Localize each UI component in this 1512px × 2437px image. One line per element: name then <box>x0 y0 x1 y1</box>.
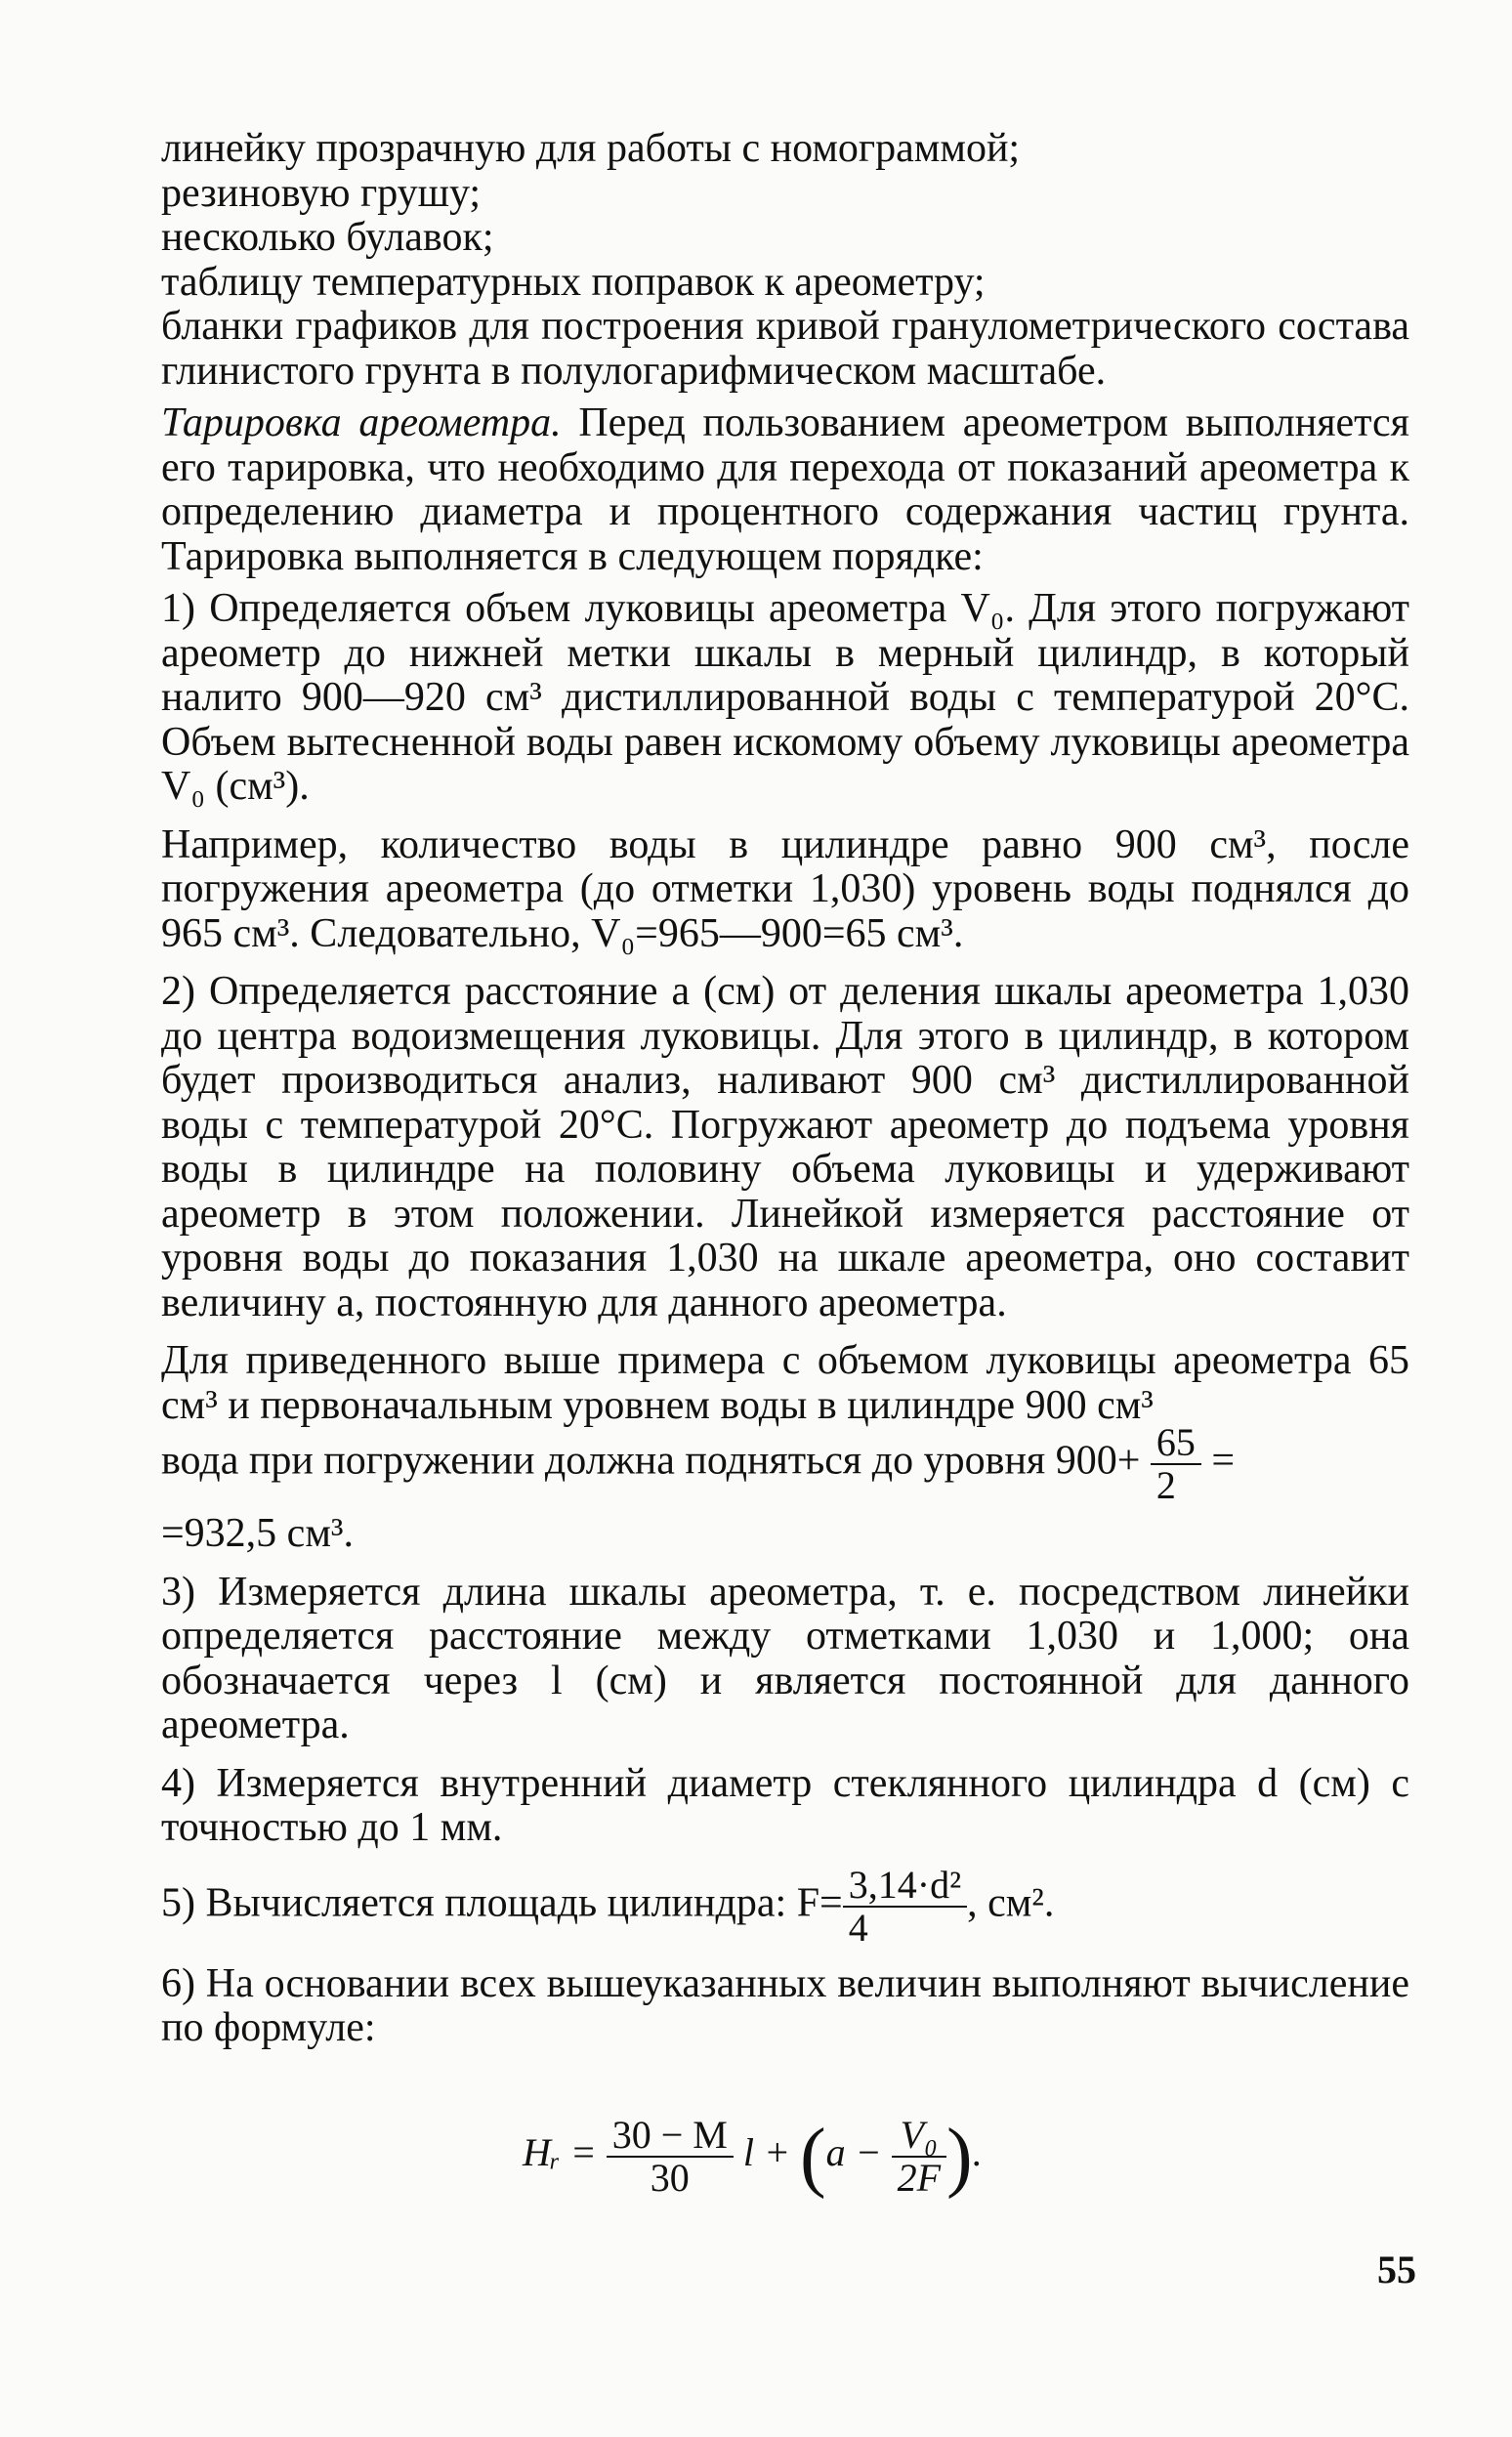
formula-close-paren: ) <box>946 2114 973 2200</box>
formula-open-paren: ( <box>799 2114 826 2200</box>
blanks-paragraph: бланки графиков для построения кривой гранулометрического состава глинистого грунта в полулогарифмическом масштабе. <box>161 304 1409 394</box>
step-3: 3) Измеряется длина шкалы ареометра, т. е. посредством линейки определяется расстояние между отметками 1,030 и 1,000; она обозначается через l (см) и является постоянной для данного ареометра. <box>161 1569 1409 1747</box>
fraction-denominator: 30 <box>650 2156 690 2200</box>
example-2: Для приведенного выше примера с объемом луковицы ареометра 65 см³ и первоначальным уровнем воды в цилиндре 900 см³ <box>161 1338 1409 1428</box>
formula-fraction-2 <box>892 2115 946 2199</box>
step-1: 1) Определяется объем луковицы ареометра V₀. Для этого погружают ареометр до нижней метки шкалы в мерный цилиндр, в который налито 900—920 см³ дистиллированной воды с температурой 20°С. Объем вытесненной воды равен искомому объему луковицы ареометра V₀ (см³). <box>161 586 1409 809</box>
equals-sign: = <box>1200 1438 1236 1484</box>
list-item: резиновую грушу; <box>161 170 482 216</box>
page-number: 55 <box>1377 2248 1416 2291</box>
area-fraction <box>843 1862 967 1950</box>
formula-fraction-1 <box>607 2115 734 2199</box>
fraction-numerator: 65 <box>1151 1422 1201 1465</box>
formula-lhs: Hᵣ = <box>523 2130 597 2175</box>
main-formula <box>523 2115 983 2199</box>
step-5-unit: , см². <box>967 1880 1055 1926</box>
list-item: несколько булавок; <box>161 215 494 260</box>
calibration-heading: Тарировка ареометра. <box>161 400 562 445</box>
formula-a: a − <box>825 2130 882 2175</box>
fraction-numerator: 3,14·d² <box>843 1865 967 1908</box>
example-2-result: =932,5 см³. <box>161 1511 354 1556</box>
text-column <box>161 127 1409 2051</box>
calibration-paragraph <box>161 401 1409 579</box>
formula-mid: l + <box>742 2130 790 2175</box>
example-2-formula-line <box>161 1422 1409 1506</box>
list-item: таблицу температурных поправок к ареометру; <box>161 259 986 305</box>
example-2-text: вода при погружении должна подняться до уровня 900+ <box>161 1438 1141 1484</box>
step-6: 6) На основании всех вышеуказанных величин выполняют вычисление по формуле: <box>161 1960 1409 2050</box>
step-4: 4) Измеряется внутренний диаметр стеклянного цилиндра d (см) с точностью до 1 мм. <box>161 1760 1409 1850</box>
fraction-numerator: 30 − M <box>607 2115 734 2158</box>
step-5 <box>161 1862 1409 1950</box>
formula-end: . <box>972 2130 983 2175</box>
example-1: Например, количество воды в цилиндре равно 900 см³, после погружения ареометра (до отметки 1,030) уровень воды поднялся до 965 см³. Следовательно, V₀=965—900=65 см³. <box>161 821 1409 956</box>
fraction-denominator: 4 <box>848 1905 868 1950</box>
step-2: 2) Определяется расстояние a (см) от деления шкалы ареометра 1,030 до центра водоизмещения луковицы. Для этого в цилиндр, в котором будет производиться анализ, наливают 900 см³ дистиллированной воды с температурой 20°С. Погружают ареометр до подъема уровня воды в цилиндре на половину объема луковицы и удерживают ареометр в этом положении. Линейкой измеряется расстояние от уровня воды до показания 1,030 на шкале ареометра, оно составит величину a, постоянную для данного ареометра. <box>161 969 1409 1325</box>
fraction-denominator: 2F <box>897 2156 942 2200</box>
calibration-text: Перед пользованием ареометром выполняется его тарировка, что необходимо для перехода от показаний ареометра к определению диаметра и процентного содержания частиц грунта. Тарировка выполняется в следующем порядке: <box>161 400 1409 579</box>
fraction-denominator: 2 <box>1155 1463 1176 1507</box>
list-item: линейку прозрачную для работы с номограммой; <box>161 126 1021 171</box>
fraction-65-2 <box>1151 1422 1201 1506</box>
fraction-numerator: V₀ <box>892 2115 946 2158</box>
step-5-text: 5) Вычисляется площадь цилиндра: F= <box>161 1880 843 1926</box>
